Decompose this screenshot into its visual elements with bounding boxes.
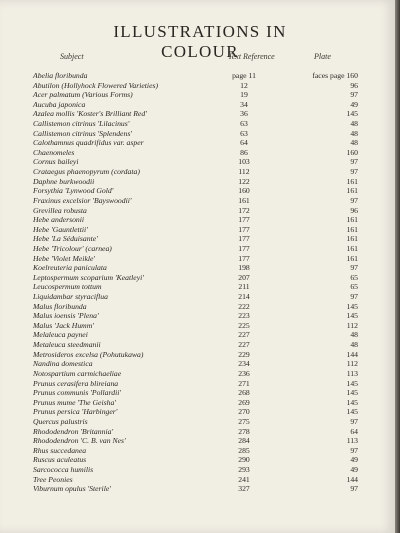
row-plate: 144	[346, 349, 358, 359]
table-row	[0, 398, 395, 408]
row-subject: Malus ioensis 'Plena'	[33, 311, 99, 321]
table-row	[0, 359, 395, 369]
row-subject: Sarcococca humilis	[33, 464, 94, 474]
table-row	[0, 475, 395, 485]
table-row	[0, 254, 395, 264]
row-plate: 113	[346, 368, 358, 378]
row-plate: 145	[346, 378, 358, 388]
row-subject: Malus floribunda	[33, 301, 87, 311]
row-subject: Hebe 'Gauntlettii'	[33, 224, 88, 234]
row-text-reference: 285	[238, 445, 250, 455]
row-plate: 97	[350, 195, 358, 205]
row-plate: 161	[346, 234, 358, 244]
row-plate: 64	[350, 426, 358, 436]
row-text-reference: 270	[238, 407, 250, 417]
table-row	[0, 282, 395, 292]
row-subject: Quercus palustris	[33, 416, 88, 426]
row-text-reference: 198	[238, 263, 250, 273]
table-row	[0, 484, 395, 494]
row-subject: Abutilon (Hollyhock Flowered Varieties)	[33, 80, 159, 90]
table-row	[0, 206, 395, 216]
page-title: ILLUSTRATIONS IN COLOUR	[113, 22, 287, 61]
row-text-reference: 172	[238, 205, 250, 215]
row-plate: 97	[350, 416, 358, 426]
row-text-reference: 290	[238, 455, 250, 465]
row-plate: 49	[350, 464, 358, 474]
row-plate: 49	[350, 99, 358, 109]
table-row	[0, 138, 395, 148]
row-subject: Daphne burkwoodii	[33, 176, 95, 186]
row-subject: Metaleuca steedmanii	[33, 340, 101, 350]
row-text-reference: 103	[238, 157, 250, 167]
row-plate: 161	[346, 243, 358, 253]
row-subject: Hebe 'Violet Meikle'	[33, 253, 96, 263]
column-header-plate: Plate	[314, 52, 331, 61]
row-plate: 97	[350, 90, 358, 100]
row-subject: Prunus communis 'Pollardii'	[33, 388, 121, 398]
table-row	[0, 177, 395, 187]
row-plate: 161	[346, 253, 358, 263]
row-subject: Hebe 'Tricolour' (carnea)	[33, 243, 112, 253]
page-edge	[395, 0, 400, 533]
row-subject: Azalea mollis 'Koster's Brilliant Red'	[33, 109, 147, 119]
row-text-reference: 222	[238, 301, 250, 311]
row-subject: Grevillea robusta	[33, 205, 87, 215]
row-text-reference: 211	[238, 282, 250, 292]
row-text-reference: 278	[238, 426, 250, 436]
row-plate: 97	[350, 292, 358, 302]
table-row	[0, 186, 395, 196]
table-row	[0, 196, 395, 206]
row-plate: 97	[350, 445, 358, 455]
row-text-reference: 19	[240, 90, 248, 100]
table-row	[0, 90, 395, 100]
table-row	[0, 446, 395, 456]
row-text-reference: page 11	[232, 71, 256, 80]
row-text-reference: 64	[240, 138, 248, 148]
column-header-text-reference: Text Reference	[228, 52, 275, 61]
row-plate: 96	[350, 205, 358, 215]
row-subject: Hebe 'La Séduisante'	[33, 234, 98, 244]
row-text-reference: 177	[238, 253, 250, 263]
row-plate: 48	[350, 119, 358, 129]
table-row	[0, 330, 395, 340]
table-row	[0, 71, 395, 81]
row-text-reference: 177	[238, 215, 250, 225]
row-text-reference: 177	[238, 234, 250, 244]
row-subject: Melaleuca paynei	[33, 330, 88, 340]
illustration-list	[0, 71, 395, 494]
table-row	[0, 100, 395, 110]
row-plate: faces page 160	[312, 71, 358, 80]
row-plate: 97	[350, 167, 358, 177]
table-row	[0, 407, 395, 417]
row-plate: 161	[346, 176, 358, 186]
row-plate: 160	[346, 147, 358, 157]
row-plate: 145	[346, 388, 358, 398]
row-plate: 112	[346, 320, 358, 330]
row-subject: Calothamnus quadrifidus var. asper	[33, 138, 144, 148]
table-row	[0, 311, 395, 321]
row-text-reference: 34	[240, 99, 248, 109]
row-subject: Chaenomeles	[33, 147, 75, 157]
row-subject: Hebe andersonii	[33, 215, 85, 225]
row-plate: 144	[346, 474, 358, 484]
row-text-reference: 236	[238, 368, 250, 378]
row-text-reference: 241	[238, 474, 250, 484]
table-row	[0, 215, 395, 225]
table-row	[0, 234, 395, 244]
table-row	[0, 427, 395, 437]
row-subject: Ruscus aculeatus	[33, 455, 87, 465]
row-plate: 145	[346, 407, 358, 417]
row-text-reference: 160	[238, 186, 250, 196]
row-text-reference: 227	[238, 340, 250, 350]
table-row	[0, 273, 395, 283]
row-text-reference: 177	[238, 243, 250, 253]
row-text-reference: 225	[238, 320, 250, 330]
table-row	[0, 455, 395, 465]
row-plate: 161	[346, 224, 358, 234]
table-row	[0, 379, 395, 389]
row-text-reference: 269	[238, 397, 250, 407]
row-plate: 145	[346, 311, 358, 321]
row-plate: 97	[350, 263, 358, 273]
row-subject: Nandina domestica	[33, 359, 93, 369]
row-subject: Notospartium carmichaeliae	[33, 368, 122, 378]
row-subject: Leptospermum scoparium 'Keatleyi'	[33, 272, 144, 282]
row-text-reference: 63	[240, 119, 248, 129]
row-subject: Metrosideros excelsa (Pohutukawa)	[33, 349, 144, 359]
table-row	[0, 109, 395, 119]
row-text-reference: 268	[238, 388, 250, 398]
row-subject: Callistemon citrinus 'Splendens'	[33, 128, 132, 138]
row-plate: 48	[350, 138, 358, 148]
row-text-reference: 122	[238, 176, 250, 186]
column-header-subject: Subject	[60, 52, 84, 61]
row-subject: Rhus succedanea	[33, 445, 87, 455]
row-plate: 161	[346, 215, 358, 225]
row-text-reference: 63	[240, 128, 248, 138]
row-subject: Abelia floribunda	[33, 71, 88, 80]
row-plate: 48	[350, 128, 358, 138]
row-subject: Prunus mume 'The Geisha'	[33, 397, 116, 407]
row-subject: Cornus baileyi	[33, 157, 79, 167]
row-plate: 97	[350, 484, 358, 494]
row-text-reference: 177	[238, 224, 250, 234]
row-plate: 48	[350, 330, 358, 340]
table-row	[0, 388, 395, 398]
row-subject: Viburnum opulus 'Sterile'	[33, 484, 111, 494]
table-row	[0, 302, 395, 312]
row-text-reference: 36	[240, 109, 248, 119]
row-plate: 97	[350, 157, 358, 167]
row-text-reference: 223	[238, 311, 250, 321]
table-row	[0, 148, 395, 158]
row-subject: Prunus persica 'Harbinger'	[33, 407, 118, 417]
table-row	[0, 369, 395, 379]
row-subject: Koelreuteria paniculata	[33, 263, 107, 273]
row-plate: 145	[346, 109, 358, 119]
row-text-reference: 293	[238, 464, 250, 474]
row-plate: 65	[350, 272, 358, 282]
row-plate: 161	[346, 186, 358, 196]
table-row	[0, 119, 395, 129]
table-row	[0, 436, 395, 446]
row-subject: Fraxinus excelsior 'Bayswoodii'	[33, 195, 132, 205]
table-row	[0, 350, 395, 360]
table-row	[0, 244, 395, 254]
row-text-reference: 214	[238, 292, 250, 302]
row-text-reference: 271	[238, 378, 250, 388]
table-row	[0, 465, 395, 475]
row-subject: Malus 'Jack Humm'	[33, 320, 94, 330]
row-subject: Leucospermum tottum	[33, 282, 102, 292]
table-row	[0, 81, 395, 91]
row-subject: Rhododendron 'C. B. van Nes'	[33, 436, 126, 446]
row-subject: Tree Peonies	[33, 474, 73, 484]
row-text-reference: 234	[238, 359, 250, 369]
row-text-reference: 12	[240, 80, 248, 90]
row-text-reference: 284	[238, 436, 250, 446]
row-subject: Callistemon citrinus 'Lilacinus'	[33, 119, 130, 129]
table-row	[0, 340, 395, 350]
table-row	[0, 292, 395, 302]
row-plate: 113	[346, 436, 358, 446]
row-subject: Prunus cerasifera blireiana	[33, 378, 119, 388]
row-plate: 145	[346, 397, 358, 407]
row-text-reference: 327	[238, 484, 250, 494]
table-row	[0, 167, 395, 177]
table-row	[0, 321, 395, 331]
row-subject: Liquidambar styraciflua	[33, 292, 108, 302]
row-text-reference: 112	[238, 167, 250, 177]
table-row	[0, 225, 395, 235]
row-text-reference: 207	[238, 272, 250, 282]
row-plate: 49	[350, 455, 358, 465]
row-text-reference: 227	[238, 330, 250, 340]
row-plate: 48	[350, 340, 358, 350]
row-subject: Acer palmatum (Various Forms)	[33, 90, 133, 100]
table-row	[0, 417, 395, 427]
table-row	[0, 129, 395, 139]
row-text-reference: 275	[238, 416, 250, 426]
row-subject: Rhododendron 'Britannia'	[33, 426, 114, 436]
row-text-reference: 229	[238, 349, 250, 359]
row-plate: 65	[350, 282, 358, 292]
row-text-reference: 161	[238, 195, 250, 205]
row-subject: Forsythia 'Lynwood Gold'	[33, 186, 114, 196]
row-text-reference: 86	[240, 147, 248, 157]
row-subject: Crataegus phaenopyrum (cordata)	[33, 167, 140, 177]
table-row	[0, 157, 395, 167]
row-plate: 112	[346, 359, 358, 369]
row-subject: Aucuba japonica	[33, 99, 86, 109]
row-plate: 145	[346, 301, 358, 311]
table-row	[0, 263, 395, 273]
row-plate: 96	[350, 80, 358, 90]
